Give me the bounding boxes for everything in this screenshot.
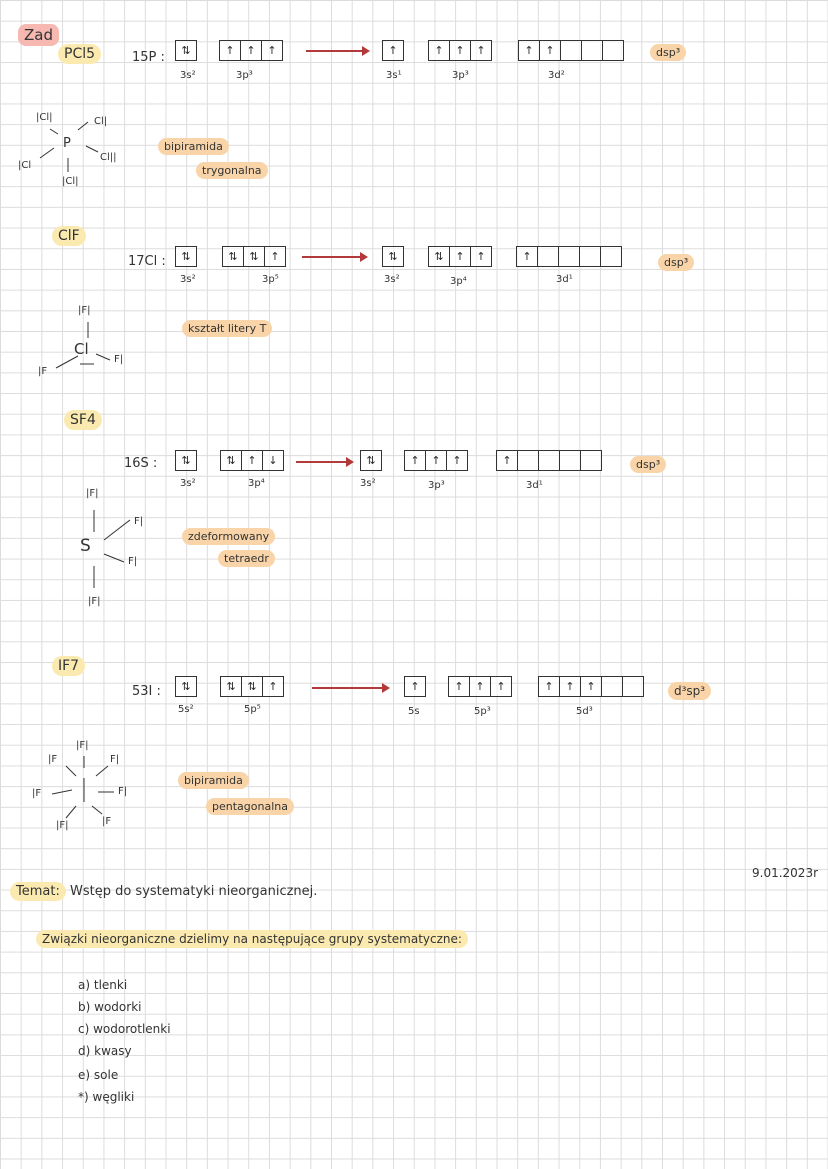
list-text: wodorki [94, 1000, 142, 1014]
intro-text [36, 932, 468, 946]
orbital-cell: ⇅ [175, 450, 197, 471]
orbital-cell: ↑ [382, 40, 404, 61]
orbital-cell: ↑ [469, 676, 491, 697]
orbital-5p-excited-i [448, 676, 512, 697]
orbital-cell: ↑ [470, 246, 492, 267]
orbital-label: 5p³ [474, 706, 491, 717]
shape-label-line1: kształt litery T [182, 320, 272, 337]
orbital-cell: ↑ [404, 450, 426, 471]
orbital-cell: ↑ [470, 40, 492, 61]
intro-text-content: Związki nieorganiczne dzielimy na następujące grupy systematyczne: [36, 930, 468, 948]
ligand-atom: Cl|| [100, 152, 117, 163]
list-text: kwasy [94, 1044, 132, 1058]
orbital-cell: ⇅ [175, 246, 197, 267]
orbital-3s-excited-cl [382, 246, 404, 267]
orbital-label: 3p⁴ [248, 478, 265, 489]
list-item [78, 1090, 134, 1104]
shape-label-line1: zdeformowany [182, 528, 275, 545]
orbital-cell: ↑ [449, 246, 471, 267]
orbital-label: 3p⁵ [262, 274, 279, 285]
orbital-label: 3p³ [236, 70, 253, 81]
element-label-i: 53I : [132, 684, 161, 699]
orbital-label: 3s¹ [386, 70, 402, 81]
shape-label-line2: tetraedr [218, 550, 275, 567]
orbital-cell [600, 246, 622, 267]
orbital-cell: ⇅ [382, 246, 404, 267]
ligand-atom: |F [32, 788, 42, 799]
orbital-label: 3p³ [428, 480, 445, 491]
orbital-label: 3s² [360, 478, 376, 489]
orbital-cell [537, 246, 559, 267]
list-marker: a) [78, 978, 91, 992]
orbital-cell: ⇅ [220, 450, 242, 471]
orbital-cell: ↑ [219, 40, 241, 61]
list-marker: e) [78, 1068, 91, 1082]
formula-sf4: SF4 [64, 410, 102, 430]
shape-label-line1: bipiramida [158, 138, 229, 155]
orbital-label: 3d¹ [526, 480, 543, 491]
orbital-cell: ↑ [428, 40, 450, 61]
orbital-label: 3d¹ [556, 274, 573, 285]
orbital-label: 3s² [180, 70, 196, 81]
ligand-atom: |F| [86, 488, 99, 499]
orbital-cell: ↑ [448, 676, 470, 697]
excitation-arrow [302, 256, 366, 258]
list-item [78, 1044, 132, 1058]
orbital-cell [602, 40, 624, 61]
ligand-atom: Cl| [94, 116, 108, 127]
orbital-cell [581, 40, 603, 61]
central-atom: S [80, 536, 91, 556]
orbital-cell [560, 40, 582, 61]
list-marker: *) [78, 1090, 89, 1104]
orbital-cell: ⇅ [241, 676, 263, 697]
list-item [78, 978, 127, 992]
element-label-s: 16S : [124, 456, 158, 471]
orbital-cell: ⇅ [175, 40, 197, 61]
orbital-cell: ⇅ [360, 450, 382, 471]
orbital-3p-ground-s [220, 450, 284, 471]
orbital-cell [517, 450, 539, 471]
orbital-cell: ↑ [516, 246, 538, 267]
orbital-cell: ↑ [241, 450, 263, 471]
excitation-arrow [312, 687, 388, 689]
orbital-3d-excited-cl [516, 246, 622, 267]
orbital-3d-excited-s [496, 450, 602, 471]
orbital-cell: ↓ [262, 450, 284, 471]
ligand-atom: |F| [78, 305, 91, 316]
orbital-label: 3s² [384, 274, 400, 285]
orbital-cell [559, 450, 581, 471]
ligand-atom: |Cl| [62, 176, 79, 187]
orbital-cell [622, 676, 644, 697]
orbital-cell: ⇅ [222, 246, 244, 267]
shape-label-line2: pentagonalna [206, 798, 294, 815]
topic-text: Wstęp do systematyki nieorganicznej. [69, 884, 318, 899]
list-item [78, 1068, 118, 1082]
ligand-atom: F| [110, 754, 120, 765]
ligand-atom: |F [38, 366, 48, 377]
ligand-atom: |F [48, 754, 58, 765]
topic-line [10, 884, 317, 899]
hybridization-label: dsp³ [650, 44, 686, 61]
orbital-cell [579, 246, 601, 267]
list-item [78, 1022, 171, 1036]
date-label: 9.01.2023r [752, 866, 819, 880]
excitation-arrow [296, 461, 352, 463]
orbital-5p-ground-i [220, 676, 284, 697]
orbital-label: 5s [408, 706, 420, 717]
central-atom: Cl [74, 340, 89, 358]
orbital-cell: ⇅ [220, 676, 242, 697]
orbital-cell: ↑ [446, 450, 468, 471]
orbital-3p-ground-cl [222, 246, 286, 267]
ligand-atom: |Cl| [36, 112, 53, 123]
orbital-cell: ↑ [538, 676, 560, 697]
orbital-cell: ⇅ [175, 676, 197, 697]
orbital-label: 3s² [180, 478, 196, 489]
formula-if7: IF7 [52, 656, 85, 676]
orbital-cell: ↑ [518, 40, 540, 61]
orbital-3s-ground-cl [175, 246, 197, 267]
ligand-atom: F| [134, 516, 144, 527]
orbital-5s-excited-i [404, 676, 426, 697]
orbital-cell: ↑ [240, 40, 262, 61]
excitation-arrow [306, 50, 368, 52]
orbital-3s-ground-s [175, 450, 197, 471]
orbital-cell: ↑ [425, 450, 447, 471]
orbital-cell [538, 450, 560, 471]
element-label-p: 15P : [132, 50, 165, 65]
central-atom: P [63, 136, 71, 151]
ligand-atom: |F| [88, 596, 101, 607]
list-marker: b) [78, 1000, 91, 1014]
orbital-label: 3p⁴ [450, 276, 467, 287]
orbital-label: 5p⁵ [244, 704, 261, 715]
orbital-cell [580, 450, 602, 471]
orbital-3p-excited-cl [428, 246, 492, 267]
page-heading: Zad [18, 24, 59, 46]
orbital-cell: ↑ [559, 676, 581, 697]
hybridization-label: dsp³ [658, 254, 694, 271]
orbital-3p-excited-p [428, 40, 492, 61]
formula-clf: ClF [52, 226, 86, 246]
element-label-cl: 17Cl : [128, 254, 166, 269]
orbital-3s-ground-p [175, 40, 197, 61]
orbital-5s-ground-i [175, 676, 197, 697]
ligand-atom: |Cl [18, 160, 32, 171]
orbital-cell: ↑ [404, 676, 426, 697]
orbital-cell: ⇅ [243, 246, 265, 267]
if7-bonds [0, 0, 1, 1]
orbital-3p-ground-p [219, 40, 283, 61]
orbital-3p-excited-s [404, 450, 468, 471]
shape-label-line2: trygonalna [196, 162, 268, 179]
list-marker: d) [78, 1044, 91, 1058]
formula-pcl5: PCl5 [58, 44, 101, 64]
list-item [78, 1000, 141, 1014]
topic-label: Temat: [10, 882, 66, 901]
ligand-atom: |F| [56, 820, 69, 831]
orbital-cell: ↑ [262, 676, 284, 697]
orbital-label: 5s² [178, 704, 194, 715]
orbital-cell [601, 676, 623, 697]
ligand-atom: F| [128, 556, 138, 567]
orbital-3d-excited-p [518, 40, 624, 61]
ligand-atom: F| [118, 786, 128, 797]
orbital-cell: ↑ [496, 450, 518, 471]
orbital-cell: ↑ [449, 40, 471, 61]
orbital-cell: ↑ [539, 40, 561, 61]
orbital-cell: ⇅ [428, 246, 450, 267]
list-text: tlenki [93, 978, 128, 992]
list-text: wodorotlenki [93, 1022, 171, 1036]
list-text: sole [93, 1068, 119, 1082]
hybridization-label: d³sp³ [668, 682, 711, 700]
ligand-atom: |F| [76, 740, 89, 751]
orbital-3s-excited-p [382, 40, 404, 61]
orbital-cell: ↑ [264, 246, 286, 267]
list-text: węgliki [92, 1090, 135, 1104]
orbital-label: 3d² [548, 70, 565, 81]
ligand-atom: F| [114, 354, 124, 365]
ligand-atom: |F [102, 816, 112, 827]
orbital-label: 5d³ [576, 706, 593, 717]
orbital-label: 3s² [180, 274, 196, 285]
hybridization-label: dsp³ [630, 456, 666, 473]
list-marker: c) [78, 1022, 90, 1036]
orbital-5d-excited-i [538, 676, 644, 697]
orbital-cell [558, 246, 580, 267]
orbital-label: 3p³ [452, 70, 469, 81]
shape-label-line1: bipiramida [178, 772, 249, 789]
orbital-cell: ↑ [490, 676, 512, 697]
orbital-cell: ↑ [261, 40, 283, 61]
orbital-3s-excited-s [360, 450, 382, 471]
orbital-cell: ↑ [580, 676, 602, 697]
